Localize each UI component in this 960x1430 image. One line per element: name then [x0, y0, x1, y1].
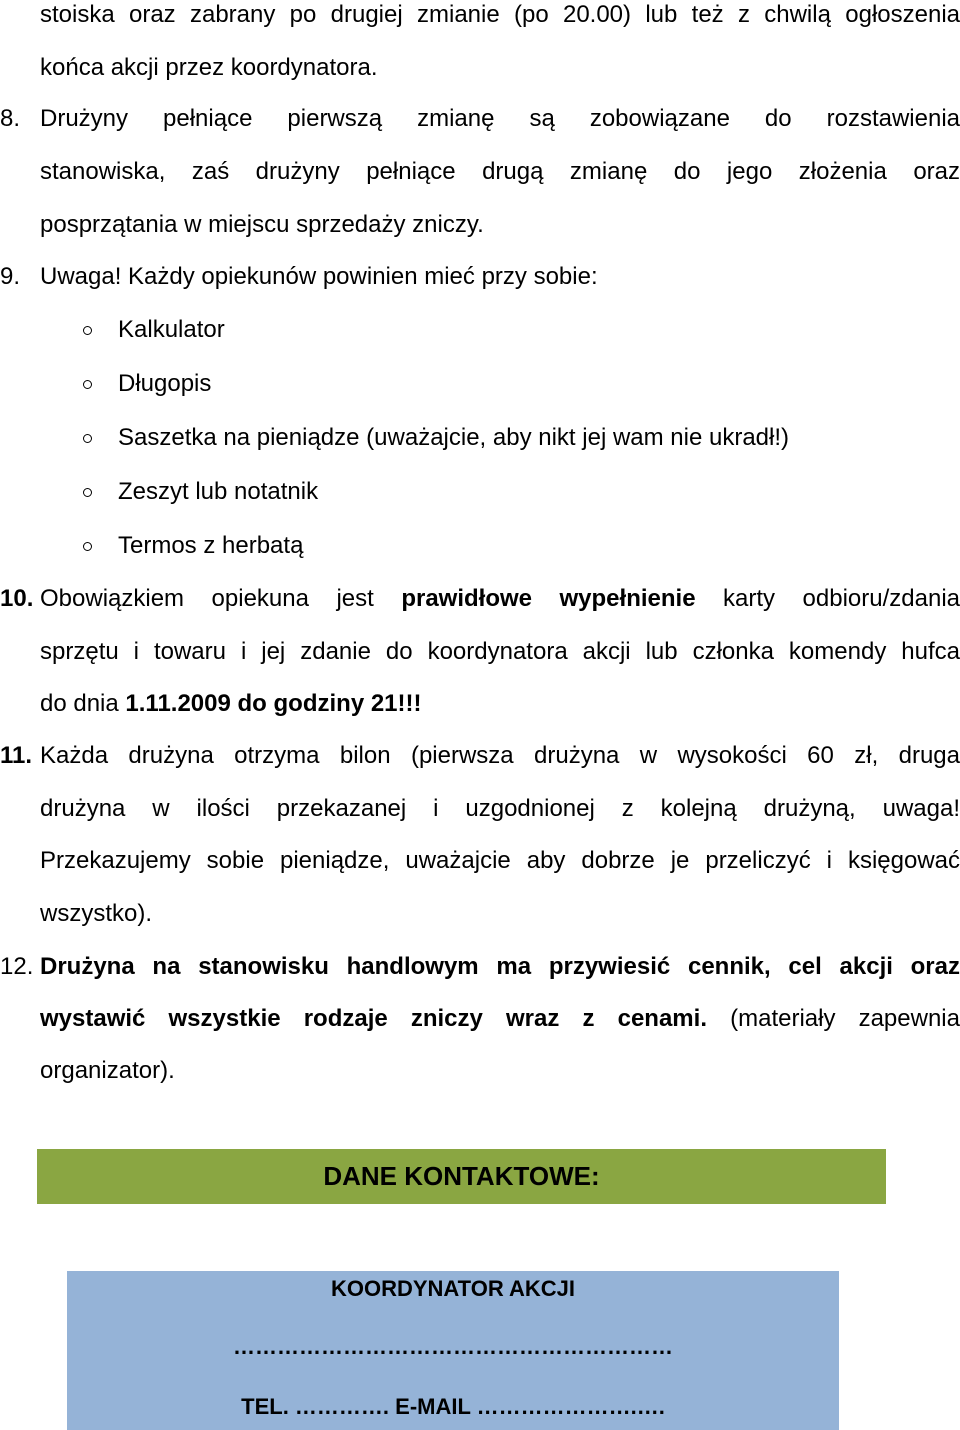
- text-line: sprzętu i towaru i jej zdanie do koordynatora akcji lub członka komendy hufca: [40, 638, 960, 665]
- coordinator-title: KOORDYNATOR AKCJI: [330, 1276, 576, 1301]
- bold-text: wystawić wszystkie rodzaje zniczy wraz z cenami.: [40, 1005, 707, 1032]
- text-line: organizator).: [40, 1057, 175, 1084]
- bullet-item: Termos z herbatą: [118, 532, 304, 559]
- text-line: drużyna w ilości przekazanej i uzgodnionej z kolejną drużyną, uwaga!: [40, 795, 960, 822]
- text-line: Drużyna na stanowisku handlowym ma przywiesić cennik, cel akcji oraz: [40, 953, 960, 980]
- text-span: (materiały zapewnia: [706, 1005, 960, 1032]
- text-line: Drużyny pełniące pierwszą zmianę są zobowiązane do rozstawienia: [40, 105, 960, 132]
- text-line: [40, 1004, 960, 1034]
- text-line: stanowiska, zaś drużyny pełniące drugą zmianę do jego złożenia oraz: [40, 158, 960, 185]
- text-span: Obowiązkiem opiekuna jest: [40, 585, 402, 612]
- bold-text: prawidłowe wypełnienie: [401, 585, 696, 612]
- bold-text: 1.11.2009 do godziny 21!!!: [125, 690, 422, 717]
- item-number: 10.: [0, 585, 34, 612]
- bullet-icon: [83, 380, 92, 389]
- text-line: końca akcji przez koordynatora.: [40, 54, 378, 81]
- text-line: Każda drużyna otrzyma bilon (pierwsza drużyna w wysokości 60 zł, druga: [40, 742, 960, 769]
- item-number: 8.: [0, 105, 21, 132]
- item-number: 11.: [0, 742, 33, 769]
- bullet-icon: [83, 326, 92, 335]
- bullet-item: Długopis: [118, 370, 212, 397]
- bullet-item: Kalkulator: [118, 316, 225, 343]
- text-line: Przekazujemy sobie pieniądze, uważajcie aby dobrze je przeliczyć i księgować: [40, 847, 960, 874]
- contact-heading: DANE KONTAKTOWE:: [323, 1161, 600, 1191]
- text-line: stoiska oraz zabrany po drugiej zmianie (po 20.00) lub też z chwilą ogłoszenia: [40, 1, 960, 28]
- bullet-icon: [83, 542, 92, 551]
- item-number: 12.: [0, 953, 34, 980]
- bullet-icon: [83, 434, 92, 443]
- bullet-item: Saszetka na pieniądze (uważajcie, aby nikt jej wam nie ukradł!): [118, 424, 790, 451]
- coordinator-dots: ……………………………………………………: [233, 1334, 673, 1359]
- bullet-item: Zeszyt lub notatnik: [118, 478, 319, 505]
- contact-heading-box: [37, 1149, 886, 1204]
- coordinator-box: [67, 1271, 839, 1430]
- text-span: karty odbioru/zdania: [695, 585, 960, 612]
- text-line: [40, 689, 960, 719]
- bullet-icon: [83, 488, 92, 497]
- text-span: do dnia: [40, 690, 126, 717]
- text-line: Uwaga! Każdy opiekunów powinien mieć przy sobie:: [40, 263, 598, 290]
- text-line: wszystko).: [40, 900, 153, 927]
- text-line: posprzątania w miejscu sprzedaży zniczy.: [40, 211, 484, 238]
- text-line: [40, 584, 960, 614]
- item-number: 9.: [0, 263, 21, 290]
- coordinator-contact-line: TEL. …………. E-MAIL ………………….….: [241, 1394, 665, 1419]
